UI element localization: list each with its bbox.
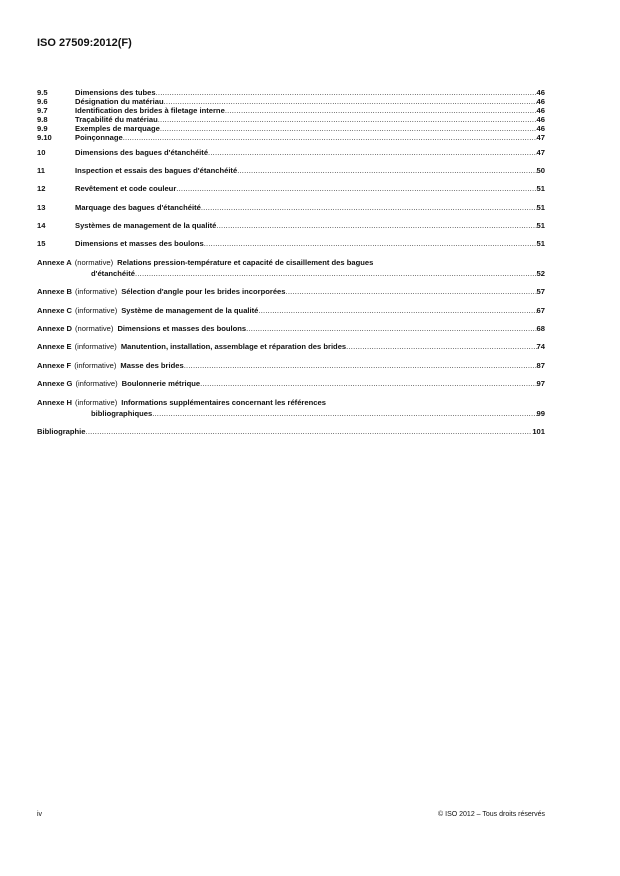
toc-entry[interactable] [37,239,545,248]
toc-entry-title: Systèmes de management de la qualité [75,221,217,230]
toc-page-number: 51 [536,221,545,230]
annex-label: Annexe G [37,379,73,388]
dot-leader [201,203,537,212]
annex-label: Annexe A [37,258,72,267]
toc-entry[interactable] [37,115,545,124]
toc-entry[interactable] [37,203,545,212]
dot-leader [86,427,533,436]
dot-leader [135,269,537,278]
dot-leader [176,184,536,193]
toc-entry[interactable] [37,133,545,142]
toc-page-number: 51 [536,184,545,193]
toc-annex-entry-continuation[interactable] [37,409,545,418]
toc-entry[interactable] [37,166,545,175]
dot-leader [200,379,536,388]
dot-leader [152,409,536,418]
toc-page-number: 74 [536,342,545,351]
dot-leader [237,166,536,175]
toc-page-number: 47 [536,148,545,157]
toc-clause-number: 9.10 [37,133,52,142]
toc-clause-number: 11 [37,166,46,175]
toc-page-number: 67 [536,306,545,315]
document-header: ISO 27509:2012(F) [37,37,132,49]
annex-label: Annexe H [37,398,73,407]
annex-type: (informative) [74,342,117,351]
toc-page-number: 50 [536,166,545,175]
toc-clause-number: 9.6 [37,97,48,106]
toc-clause-number: 14 [37,221,46,230]
toc-entry-title: Traçabilité du matériau [75,115,158,124]
toc-entry[interactable] [37,97,545,106]
toc-entry-title: Dimensions des bagues d'étanchéité [75,148,209,157]
toc-entry-title: Relations pression-température et capacité de cisaillement des bagues [117,258,374,267]
toc-page-number: 68 [536,324,545,333]
toc-page-number: 52 [536,269,545,278]
toc-entry-title: Désignation du matériau [75,97,164,106]
toc-annex-entry[interactable] [37,361,545,370]
toc-entry-title: Inspection et essais des bagues d'étanchéité [75,166,238,175]
annex-type: (informative) [75,306,118,315]
toc-page-number: 46 [536,88,545,97]
toc-clause-number: 9.9 [37,124,48,133]
toc-entry-title: Dimensions et masses des boulons [117,324,247,333]
annex-label: Annexe E [37,342,72,351]
annex-type: (informative) [75,287,118,296]
toc-page-number: 57 [536,287,545,296]
toc-clause-number: 13 [37,203,46,212]
toc-entry-title-continuation: bibliographiques [91,409,153,418]
toc-clause-number: 12 [37,184,46,193]
toc-clause-number: 9.5 [37,88,48,97]
dot-leader [164,97,537,106]
dot-leader [246,324,536,333]
dot-leader [184,361,537,370]
toc-bibliography-entry[interactable] [37,427,545,436]
toc-page-number: 46 [536,124,545,133]
toc-entry-title: Poinçonnage [75,133,123,142]
toc-entry-title: Système de management de la qualité [121,306,259,315]
toc-entry-title: Identification des brides à filetage interne [75,106,225,115]
copyright-notice: © ISO 2012 – Tous droits réservés [438,811,545,818]
toc-annex-entry[interactable] [37,287,545,296]
annex-type: (informative) [74,361,117,370]
toc-entry[interactable] [37,148,545,157]
toc-clause-number: 9.7 [37,106,48,115]
toc-clause-number: 15 [37,239,46,248]
toc-page-number: 46 [536,115,545,124]
annex-label: Annexe F [37,361,72,370]
annex-label: Annexe B [37,287,73,296]
toc-page-number: 87 [536,361,545,370]
toc-annex-entry[interactable] [37,379,545,388]
annex-type: (normative) [75,324,114,333]
toc-annex-entry[interactable] [37,306,545,315]
toc-entry-title: Boulonnerie métrique [121,379,201,388]
toc-annex-entry[interactable] [37,342,545,351]
dot-leader [123,133,537,142]
dot-leader [225,106,537,115]
toc-annex-entry-continuation[interactable] [37,269,545,278]
toc-entry-title: Dimensions des tubes [75,88,156,97]
toc-entry-title: Sélection d'angle pour les brides incorporées [121,287,286,296]
dot-leader [216,221,536,230]
annex-label: Annexe D [37,324,73,333]
annex-type: (informative) [75,398,118,407]
toc-annex-entry[interactable] [37,258,545,267]
toc-page-number: 46 [536,106,545,115]
toc-page-number: 51 [536,203,545,212]
dot-leader [204,239,537,248]
dot-leader [208,148,537,157]
toc-entry[interactable] [37,184,545,193]
dot-leader [158,115,537,124]
dot-leader [346,342,536,351]
annex-type: (informative) [75,379,118,388]
dot-leader [156,88,537,97]
toc-entry[interactable] [37,88,545,97]
toc-entry-title: Exemples de marquage [75,124,160,133]
toc-page-number: 97 [536,379,545,388]
toc-entry-title: Masse des brides [120,361,184,370]
toc-entry[interactable] [37,221,545,230]
toc-annex-entry[interactable] [37,398,545,407]
dot-leader [258,306,536,315]
toc-page-number: 51 [536,239,545,248]
toc-clause-number: 10 [37,148,46,157]
toc-entry-title: Marquage des bagues d'étanchéité [75,203,201,212]
toc-page-number: 46 [536,97,545,106]
toc-entry[interactable] [37,106,545,115]
annex-label: Annexe C [37,306,73,315]
dot-leader [160,124,537,133]
toc-entry-title: Manutention, installation, assemblage et réparation des brides [120,342,347,351]
toc-annex-entry[interactable] [37,324,545,333]
toc-entry-title: Bibliographie [37,427,86,436]
toc-entry[interactable] [37,124,545,133]
toc-page-number: 99 [536,409,545,418]
toc-entry-title: Informations supplémentaires concernant les références [121,398,326,407]
toc-entry-title: Revêtement et code couleur [75,184,177,193]
toc-clause-number: 9.8 [37,115,48,124]
toc-entry-title-continuation: d'étanchéité [91,269,136,278]
toc-page-number: 101 [532,427,545,436]
toc-page-number: 47 [536,133,545,142]
annex-type: (normative) [74,258,114,267]
toc-entry-title: Dimensions et masses des boulons [75,239,204,248]
page-number: iv [37,811,43,818]
dot-leader [286,287,537,296]
